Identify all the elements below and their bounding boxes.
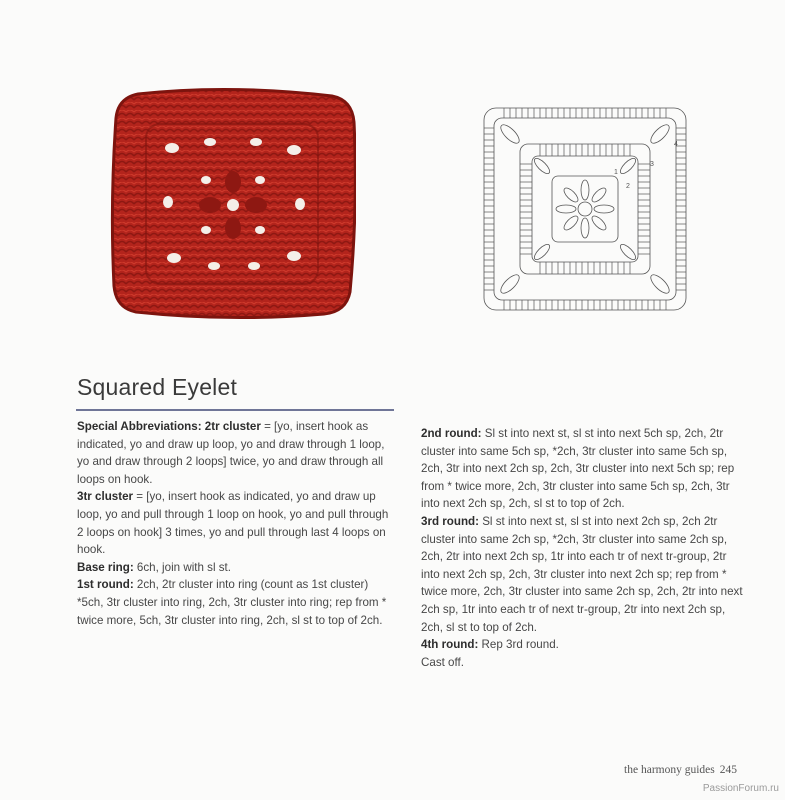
round-label-3: 3 xyxy=(650,161,654,168)
running-footer-title: the harmony guides xyxy=(624,764,715,776)
instruction-label: Special Abbreviations: 2tr cluster xyxy=(77,420,261,433)
crochet-chart-diagram xyxy=(480,104,690,314)
instruction-label: 1st round: xyxy=(77,578,134,592)
title-divider xyxy=(76,409,394,411)
round-label-2: 2 xyxy=(626,183,630,190)
instruction-paragraph xyxy=(421,513,747,636)
watermark: PassionForum.ru xyxy=(702,783,779,794)
instruction-label: 3rd round: xyxy=(421,514,479,528)
instructions-right-column xyxy=(421,425,747,671)
instructions-left-column xyxy=(77,418,395,629)
instruction-paragraph xyxy=(77,488,395,558)
instruction-paragraph xyxy=(421,654,747,672)
round-label-1: 1 xyxy=(614,169,618,176)
crochet-swatch-image xyxy=(110,86,356,322)
instruction-label: Base ring: xyxy=(77,560,134,574)
instruction-text: = [yo, insert hook as indicated, yo and draw up loop, yo and pull through 1 loop on hook, yo and pull through 2 loops on hook] 3 times, yo and pull through last 4 loops on hook. xyxy=(77,490,389,557)
instruction-paragraph xyxy=(77,559,395,577)
instruction-text: 2ch, 2tr cluster into ring (count as 1st cluster) *5ch, 3tr cluster into ring, 2ch, 3tr cluster into ring; rep from * twice more, 5ch, 3tr cluster into ring, 2ch, sl st to top of 2ch. xyxy=(77,578,387,627)
instruction-text: = [yo, insert hook as indicated, yo and draw up loop, yo and draw through 1 loop, yo and draw through 2 loops] twice, yo and draw through all loops on hook. xyxy=(77,420,385,486)
page-number: 245 xyxy=(719,764,737,776)
pattern-title: Squared Eyelet xyxy=(77,374,238,400)
instruction-text: Sl st into next st, sl st into next 2ch sp, 2ch 2tr cluster into same 2ch sp, *2ch, 3tr cluster into same 2ch sp, 2ch, 2tr into next 2ch sp, 1tr into each tr of next tr-group, 2tr into next 2ch sp, 2ch, 3tr cluster into next 2ch sp; rep from * twice more, 2ch, 3tr cluster into same 2ch sp, 2ch, 2tr into next 2ch sp, 1tr into each tr of next tr-group, 2tr into next 2ch sp, 2ch, sl st to top of 2ch. xyxy=(421,514,743,634)
round-label-4: 4 xyxy=(674,141,678,148)
instruction-label: 3tr cluster xyxy=(77,490,134,504)
instruction-paragraph xyxy=(421,425,747,513)
page-footer xyxy=(624,764,737,776)
instruction-text: Cast off. xyxy=(421,655,464,669)
instruction-text: 6ch, join with sl st. xyxy=(133,560,231,574)
instruction-paragraph xyxy=(77,576,395,629)
instruction-paragraph xyxy=(77,418,395,488)
instruction-label: 4th round: xyxy=(421,638,479,652)
instruction-text: Sl st into next st, sl st into next 5ch sp, 2ch, 2tr cluster into same 5ch sp, *2ch, 3tr cluster into same 5ch sp, 2ch, 3tr into next 2ch sp, 2ch, 3tr cluster into next 5ch sp; rep from * twice more, 2ch, 3tr cluster into same 5ch sp, 2ch, 3tr into next 2ch sp, 2ch, sl st to top of 2ch. xyxy=(421,427,735,511)
instruction-text: Rep 3rd round. xyxy=(478,638,559,652)
instruction-label: 2nd round: xyxy=(421,427,482,440)
instruction-paragraph xyxy=(421,636,747,654)
